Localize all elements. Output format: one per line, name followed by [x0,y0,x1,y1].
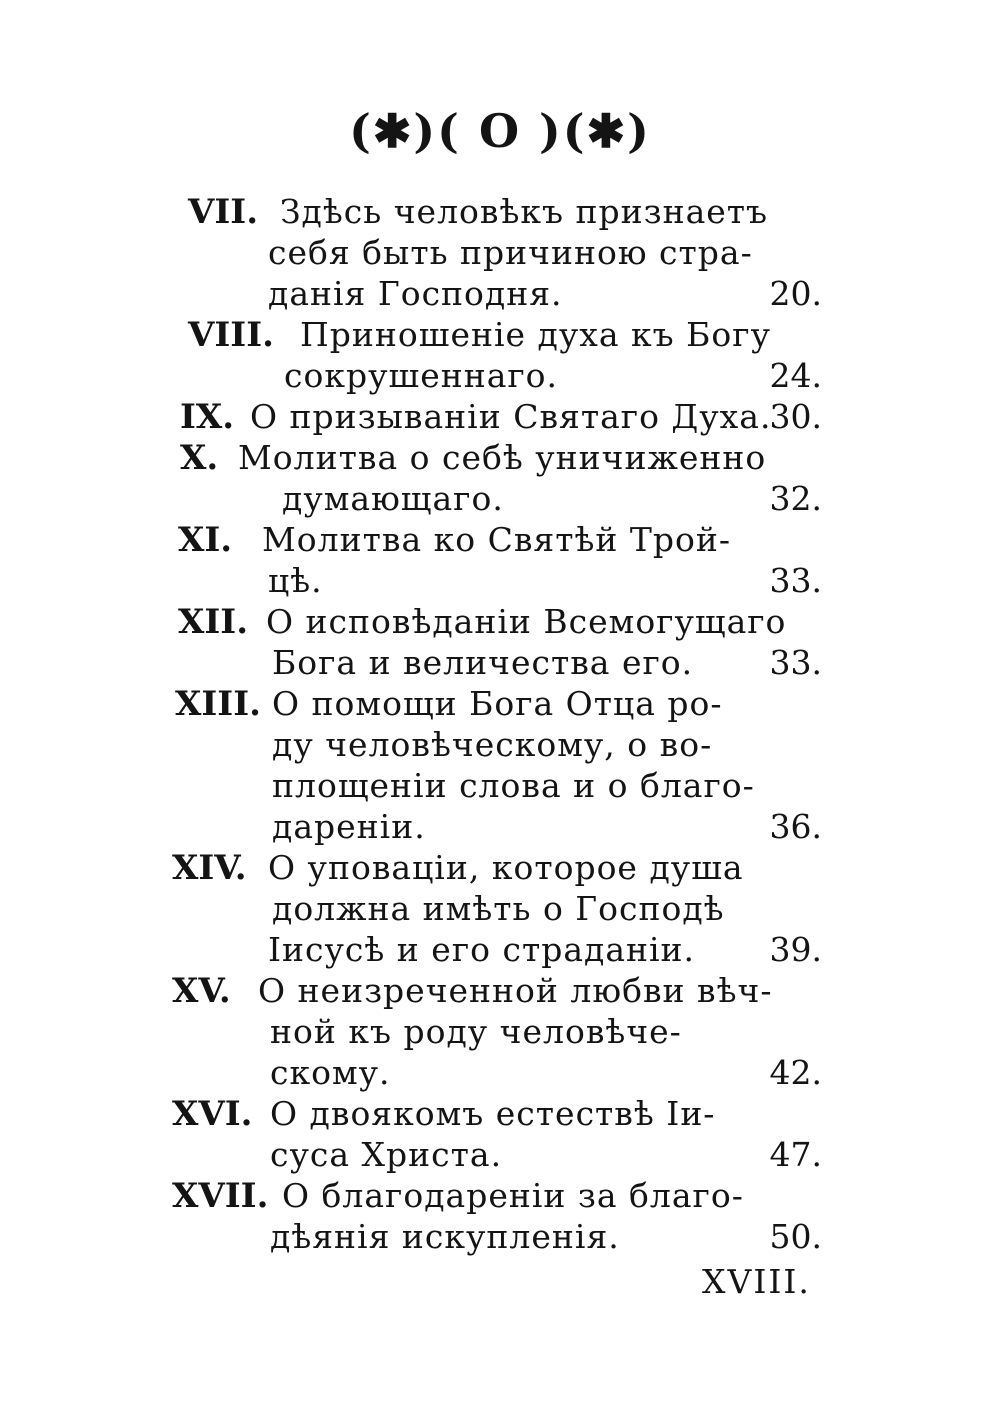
entry-page-number: 32. [769,479,822,518]
entry-page-number: 42. [769,1053,822,1092]
entry-page-number: 50. [769,1217,822,1256]
entry-numeral: XVII. [172,1176,269,1216]
entry-title-line: дѣянія искупленія. [270,1217,620,1256]
entry-title-line: скому. [270,1053,391,1092]
entry-title-line: должна имѣть о Господѣ [272,889,725,928]
entry-title-line: ной къ роду человѣче- [270,1012,682,1051]
entry-title-line: дареніи. [272,807,426,846]
entry-numeral: XIV. [172,848,247,888]
entry-title-line: О исповѣданіи Всемогущаго [266,602,787,641]
entry-title-line: цѣ. [268,561,323,600]
entry-title-line: себя быть причиною стра- [268,233,753,272]
entry-title-line: Приношеніе духа къ Богу [300,315,771,354]
entry-title-line: О неизреченной любви вѣч- [258,971,773,1010]
entry-title-line: площеніи слова и о благо- [272,766,755,805]
entry-title-line: сокрушеннаго. [284,356,559,395]
entry-title-line: Бога и величества его. [272,643,694,682]
entry-title-line: О помощи Бога Отца ро- [272,684,723,723]
entry-page-number: 39. [769,930,822,969]
entry-numeral: VIII. [188,315,274,355]
entry-page-number: 33. [769,643,822,682]
entry-title-line: О призываніи Святаго Духа. [250,397,772,436]
entry-numeral: XVI. [172,1094,253,1134]
entry-numeral: XIII. [175,684,261,724]
entry-title-line: данія Господня. [268,274,563,313]
entry-numeral: XI. [178,520,233,560]
page-header-ornament: (✱)( O )(✱) [349,104,651,158]
entry-title-line: Молитва ко Святѣй Трой- [262,520,732,559]
entry-numeral: IX. [180,397,235,437]
entry-title-line: О двоякомъ естествѣ Іи- [270,1094,716,1133]
entry-page-number: 30. [769,397,822,436]
entry-title-line: суса Христа. [270,1135,503,1174]
entry-title-line: Іисусѣ и его страданіи. [268,930,696,969]
entry-page-number: 20. [769,274,822,313]
entry-title-line: Молитва о себѣ уничиженно [238,438,767,477]
entry-numeral: X. [180,438,219,478]
catchword: XVIII. [702,1262,811,1301]
entry-page-number: 24. [769,356,822,395]
entry-title-line: думающаго. [282,479,504,518]
entry-title-line: Здѣсь человѣкъ признаетъ [280,192,769,231]
entry-page-number: 47. [769,1135,822,1174]
entry-page-number: 36. [769,807,822,846]
entry-numeral: XV. [172,971,231,1011]
entry-title-line: О благодареніи за благо- [282,1176,744,1215]
entry-title-line: ду человѣческому, о во- [272,725,713,764]
entry-numeral: XII. [178,602,249,642]
entry-page-number: 33. [769,561,822,600]
entry-title-line: О уповаціи, которое душа [268,848,744,887]
entry-numeral: VII. [188,192,259,232]
